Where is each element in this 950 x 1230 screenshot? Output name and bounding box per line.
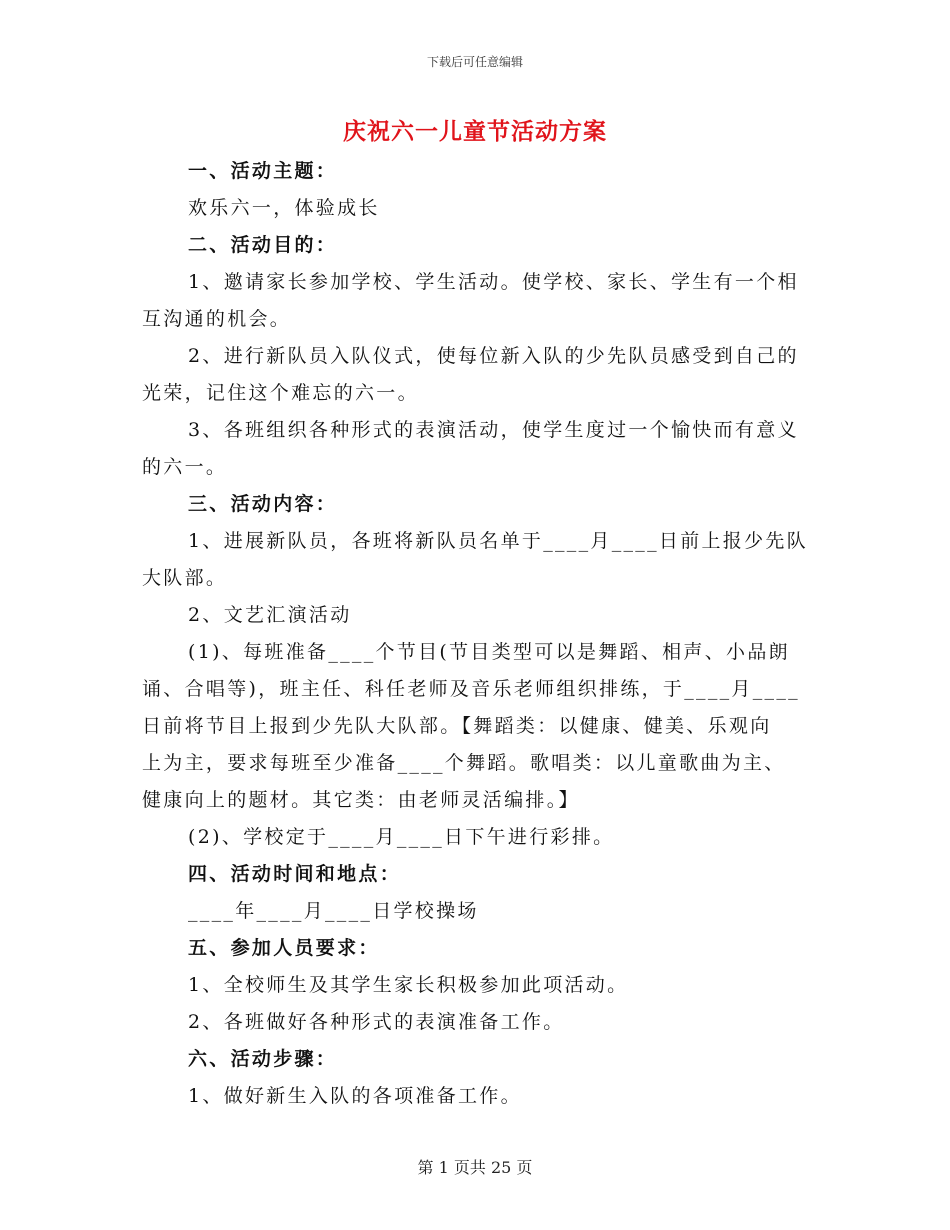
section-heading: 四、活动时间和地点： bbox=[188, 863, 402, 885]
body-text-line: 光荣，记住这个难忘的六一。 bbox=[142, 382, 419, 404]
body-text-line: 大队部。 bbox=[142, 567, 228, 589]
body-text-line: 日前将节目上报到少先队大队部。【舞蹈类：以健康、健美、乐观向 bbox=[142, 715, 772, 737]
section-heading: 六、活动步骤： bbox=[188, 1048, 338, 1070]
body-text-line: 上为主，要求每班至少准备____个舞蹈。歌唱类：以儿童歌曲为主、 bbox=[142, 752, 786, 774]
body-text-line: (2)、学校定于____月____日下午进行彩排。 bbox=[188, 826, 615, 848]
section-heading: 二、活动目的： bbox=[188, 234, 338, 256]
section-heading: 五、参加人员要求： bbox=[188, 937, 380, 959]
document-body bbox=[142, 153, 810, 1115]
body-text-line: 1、邀请家长参加学校、学生活动。使学校、家长、学生有一个相 bbox=[188, 271, 799, 293]
body-text-line: 健康向上的题材。其它类：由老师灵活编排。】 bbox=[142, 789, 580, 811]
body-text-line: 的六一。 bbox=[142, 456, 228, 478]
body-text-line: 2、各班做好各种形式的表演准备工作。 bbox=[188, 1011, 565, 1033]
section-heading: 三、活动内容： bbox=[188, 493, 338, 515]
document-title: 庆祝六一儿童节活动方案 bbox=[343, 118, 607, 145]
body-text-line: 诵、合唱等)，班主任、科任老师及音乐老师组织排练，于____月____ bbox=[142, 678, 800, 700]
body-text-line: 3、各班组织各种形式的表演活动，使学生度过一个愉快而有意义 bbox=[188, 419, 799, 441]
body-text-line: 互沟通的机会。 bbox=[142, 308, 292, 330]
page-header: 下载后可任意编辑 bbox=[426, 55, 523, 69]
body-text-line: 1、进展新队员，各班将新队员名单于____月____日前上报少先队 bbox=[188, 530, 808, 552]
body-text-line: 2、文艺汇演活动 bbox=[188, 604, 352, 626]
body-text-line: 1、全校师生及其学生家长积极参加此项活动。 bbox=[188, 974, 629, 996]
body-text-line: 2、进行新队员入队仪式，使每位新入队的少先队员感受到自己的 bbox=[188, 345, 799, 367]
body-text-line: ____年____月____日学校操场 bbox=[188, 900, 479, 922]
section-heading: 一、活动主题： bbox=[188, 160, 338, 182]
page-footer: 第 1 页共 25 页 bbox=[417, 1158, 533, 1177]
body-text-line: (1)、每班准备____个节目(节目类型可以是舞蹈、相声、小品朗 bbox=[188, 641, 790, 663]
body-text-line: 欢乐六一，体验成长 bbox=[188, 197, 380, 219]
body-text-line: 1、做好新生入队的各项准备工作。 bbox=[188, 1085, 522, 1107]
